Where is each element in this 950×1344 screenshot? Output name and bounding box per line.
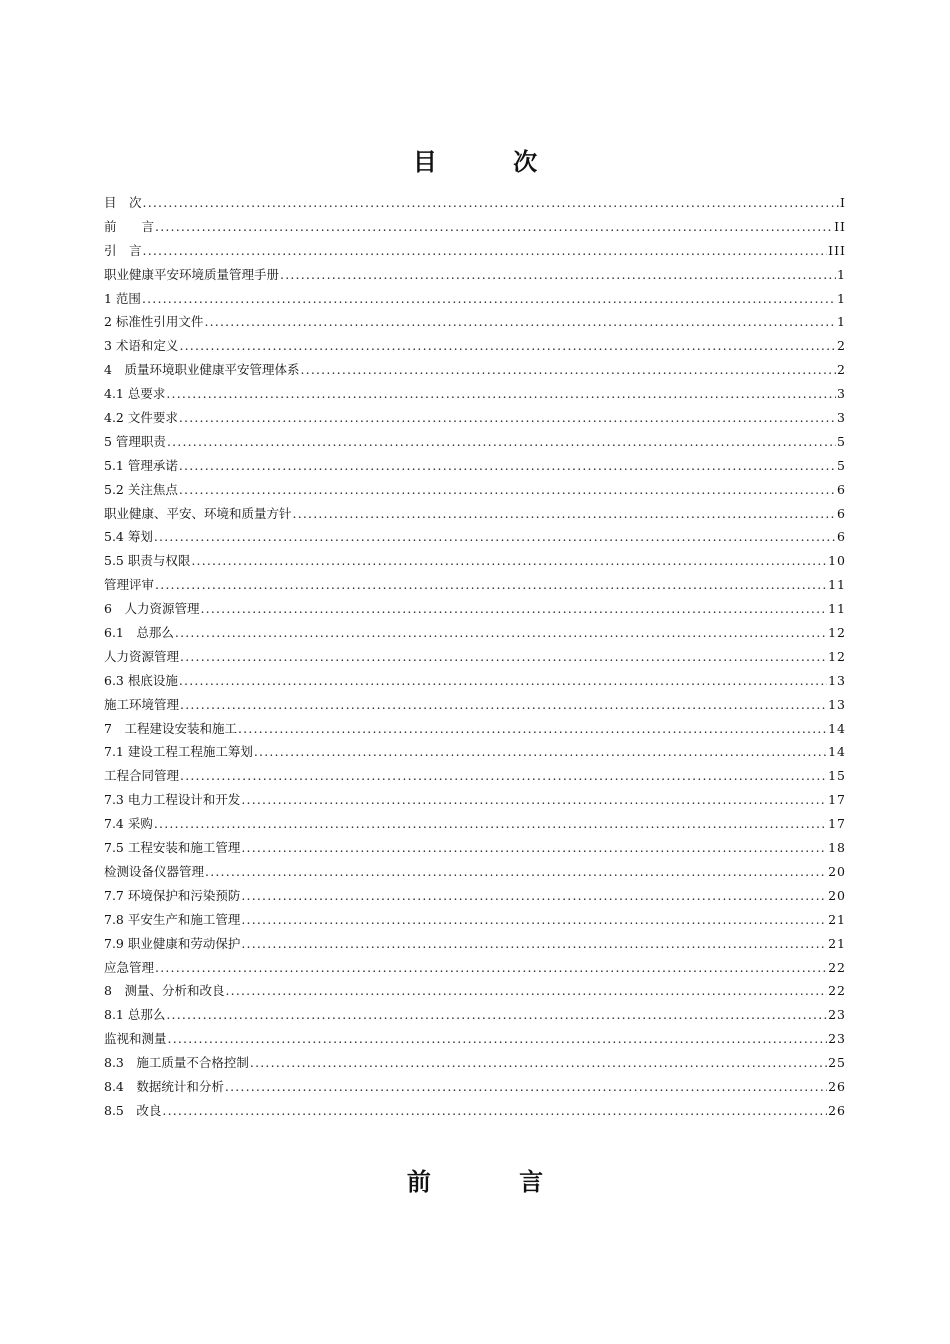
toc-entry-page-number: 14 <box>828 720 846 736</box>
toc-entry-page-number: 26 <box>828 1102 846 1118</box>
toc-entry[interactable] <box>104 717 846 741</box>
toc-dot-leader <box>241 884 827 908</box>
toc-entry-page-number: 22 <box>828 959 846 975</box>
toc-dot-leader <box>180 645 827 669</box>
toc-dot-leader <box>167 430 836 454</box>
toc-entry[interactable] <box>104 669 846 693</box>
toc-entry-page-number: 23 <box>828 1031 846 1047</box>
toc-entry[interactable] <box>104 860 846 884</box>
toc-dot-leader <box>280 263 836 287</box>
toc-entry-label: 4 质量环境职业健康平安管理体系 <box>104 362 300 378</box>
toc-dot-leader <box>179 334 836 358</box>
toc-entry[interactable] <box>104 525 846 549</box>
toc-entry-page-number: 6 <box>837 529 846 545</box>
toc-entry-page-number: 1 <box>837 314 846 330</box>
toc-dot-leader <box>142 287 836 311</box>
toc-entry[interactable] <box>104 836 846 860</box>
toc-entry[interactable] <box>104 1075 846 1099</box>
toc-entry-label: 工程合同管理 <box>104 768 180 784</box>
toc-dot-leader <box>154 525 836 549</box>
toc-dot-leader <box>175 621 827 645</box>
toc-entry-label: 6 人力资源管理 <box>104 601 200 617</box>
toc-entry[interactable] <box>104 406 846 430</box>
toc-entry[interactable] <box>104 693 846 717</box>
toc-entry-page-number: 11 <box>828 601 846 617</box>
toc-entry-page-number: III <box>828 242 846 258</box>
toc-entry-page-number: 3 <box>837 410 846 426</box>
toc-dot-leader <box>238 717 827 741</box>
toc-entry[interactable] <box>104 979 846 1003</box>
toc-dot-leader <box>241 788 827 812</box>
toc-entry-page-number: 2 <box>837 362 846 378</box>
toc-entry-page-number: 25 <box>828 1055 846 1071</box>
toc-entry-label: 6.3 根底设施 <box>104 672 178 688</box>
toc-entry-page-number: 6 <box>837 505 846 521</box>
toc-dot-leader <box>166 1003 827 1027</box>
toc-dot-leader <box>179 454 836 478</box>
toc-entry-label: 3 术语和定义 <box>104 338 179 354</box>
toc-dot-leader <box>241 908 827 932</box>
toc-entry[interactable] <box>104 310 846 334</box>
toc-entry[interactable] <box>104 478 846 502</box>
toc-entry-page-number: 5 <box>837 457 846 473</box>
toc-entry-page-number: 21 <box>828 935 846 951</box>
toc-entry[interactable] <box>104 740 846 764</box>
toc-entry-page-number: 6 <box>837 481 846 497</box>
toc-list <box>104 191 846 1123</box>
toc-dot-leader <box>143 191 840 215</box>
toc-entry[interactable] <box>104 502 846 526</box>
toc-entry-label: 管理评审 <box>104 577 155 593</box>
toc-entry-page-number: 20 <box>828 887 846 903</box>
toc-entry-label: 引 言 <box>104 242 142 258</box>
toc-entry-label: 5.4 筹划 <box>104 529 153 545</box>
toc-entry-label: 8.1 总那么 <box>104 1007 166 1023</box>
toc-entry[interactable] <box>104 549 846 573</box>
toc-dot-leader <box>241 836 827 860</box>
toc-dot-leader <box>300 358 836 382</box>
toc-entry-page-number: 10 <box>828 553 846 569</box>
toc-entry[interactable] <box>104 287 846 311</box>
toc-entry-page-number: 11 <box>828 577 846 593</box>
toc-entry-label: 7.5 工程安装和施工管理 <box>104 840 241 856</box>
toc-entry-page-number: 1 <box>837 290 846 306</box>
toc-entry-page-number: 17 <box>828 816 846 832</box>
toc-entry-page-number: II <box>834 218 846 234</box>
toc-dot-leader <box>191 549 827 573</box>
toc-entry-page-number: 26 <box>828 1078 846 1094</box>
toc-entry[interactable] <box>104 334 846 358</box>
toc-dot-leader <box>180 764 827 788</box>
toc-entry-page-number: 13 <box>828 696 846 712</box>
toc-entry[interactable] <box>104 932 846 956</box>
toc-dot-leader <box>241 932 827 956</box>
toc-dot-leader <box>200 597 827 621</box>
toc-dot-leader <box>225 979 827 1003</box>
toc-dot-leader <box>179 478 836 502</box>
toc-dot-leader <box>250 1051 827 1075</box>
toc-entry[interactable] <box>104 1051 846 1075</box>
toc-entry-page-number: 2 <box>837 338 846 354</box>
toc-entry-label: 4.2 文件要求 <box>104 410 178 426</box>
toc-entry[interactable] <box>104 764 846 788</box>
toc-entry-label: 7.1 建设工程工程施工筹划 <box>104 744 253 760</box>
toc-entry-page-number: 13 <box>828 672 846 688</box>
toc-entry-label: 人力资源管理 <box>104 648 180 664</box>
toc-entry[interactable] <box>104 382 846 406</box>
toc-entry[interactable] <box>104 621 846 645</box>
toc-dot-leader <box>254 740 827 764</box>
toc-entry-page-number: 17 <box>828 792 846 808</box>
toc-entry-label: 7.4 采购 <box>104 816 153 832</box>
toc-dot-leader <box>168 1027 828 1051</box>
toc-entry[interactable] <box>104 1003 846 1027</box>
toc-entry[interactable] <box>104 263 846 287</box>
toc-entry-page-number: 3 <box>837 386 846 402</box>
toc-entry[interactable] <box>104 908 846 932</box>
toc-dot-leader <box>204 310 836 334</box>
toc-entry-page-number: 21 <box>828 911 846 927</box>
toc-entry-page-number: 14 <box>828 744 846 760</box>
toc-entry[interactable] <box>104 430 846 454</box>
toc-entry[interactable] <box>104 358 846 382</box>
toc-entry[interactable] <box>104 645 846 669</box>
toc-entry-page-number: 15 <box>828 768 846 784</box>
toc-entry-label: 7.3 电力工程设计和开发 <box>104 792 241 808</box>
toc-dot-leader <box>179 669 827 693</box>
toc-entry-label: 5.1 管理承诺 <box>104 457 178 473</box>
toc-entry-label: 4.1 总要求 <box>104 386 166 402</box>
toc-entry-label: 5 管理职责 <box>104 433 166 449</box>
toc-entry-label: 监视和测量 <box>104 1031 167 1047</box>
toc-entry[interactable] <box>104 454 846 478</box>
toc-entry-label: 2 标准性引用文件 <box>104 314 204 330</box>
toc-entry-label: 职业健康、平安、环境和质量方针 <box>104 505 292 521</box>
toc-entry-page-number: 22 <box>828 983 846 999</box>
toc-entry[interactable] <box>104 191 846 215</box>
toc-entry[interactable] <box>104 1099 846 1123</box>
toc-title: 目 次 <box>412 148 572 176</box>
toc-entry-label: 1 范围 <box>104 290 141 306</box>
toc-dot-leader <box>166 382 836 406</box>
toc-entry-page-number: 12 <box>828 648 846 664</box>
toc-dot-leader <box>162 1099 827 1123</box>
toc-entry[interactable] <box>104 573 846 597</box>
toc-entry-label: 7.8 平安生产和施工管理 <box>104 911 241 927</box>
toc-entry-page-number: 18 <box>828 840 846 856</box>
toc-entry[interactable] <box>104 812 846 836</box>
toc-entry-label: 8.4 数据统计和分析 <box>104 1078 224 1094</box>
toc-entry-page-number: 1 <box>837 266 846 282</box>
toc-entry[interactable] <box>104 788 846 812</box>
toc-entry[interactable] <box>104 215 846 239</box>
toc-dot-leader <box>225 1075 827 1099</box>
toc-dot-leader <box>155 573 827 597</box>
toc-dot-leader <box>143 239 828 263</box>
toc-entry-label: 施工环境管理 <box>104 696 180 712</box>
toc-entry[interactable] <box>104 1027 846 1051</box>
toc-dot-leader <box>155 215 833 239</box>
toc-entry-page-number: 23 <box>828 1007 846 1023</box>
toc-entry-label: 目 次 <box>104 195 142 210</box>
toc-entry-page-number: 20 <box>828 863 846 879</box>
toc-entry-label: 前 言 <box>104 218 155 234</box>
toc-entry-label: 8 测量、分析和改良 <box>104 983 225 999</box>
toc-entry-label: 职业健康平安环境质量管理手册 <box>104 266 280 282</box>
toc-entry-label: 应急管理 <box>104 959 155 975</box>
toc-entry-page-number: 12 <box>828 625 846 641</box>
toc-entry-label: 5.2 关注焦点 <box>104 481 178 497</box>
toc-entry-label: 5.5 职责与权限 <box>104 553 191 569</box>
toc-entry-label: 7.7 环境保护和污染预防 <box>104 887 241 903</box>
toc-dot-leader <box>179 406 836 430</box>
toc-dot-leader <box>180 693 827 717</box>
toc-entry-label: 7.9 职业健康和劳动保护 <box>104 935 241 951</box>
toc-entry-page-number: I <box>840 195 846 210</box>
toc-dot-leader <box>293 502 837 526</box>
toc-entry[interactable] <box>104 884 846 908</box>
toc-dot-leader <box>205 860 827 884</box>
toc-entry-label: 检测设备仪器管理 <box>104 863 205 879</box>
toc-entry-label: 8.3 施工质量不合格控制 <box>104 1055 249 1071</box>
toc-dot-leader <box>155 956 827 980</box>
toc-entry-label: 6.1 总那么 <box>104 625 174 641</box>
toc-dot-leader <box>154 812 827 836</box>
toc-entry-page-number: 5 <box>837 433 846 449</box>
toc-entry-label: 7 工程建设安装和施工 <box>104 720 237 736</box>
toc-entry[interactable] <box>104 239 846 263</box>
toc-entry-label: 8.5 改良 <box>104 1102 162 1118</box>
preface-title: 前 言 <box>406 1168 584 1196</box>
toc-entry[interactable] <box>104 597 846 621</box>
toc-entry[interactable] <box>104 956 846 980</box>
